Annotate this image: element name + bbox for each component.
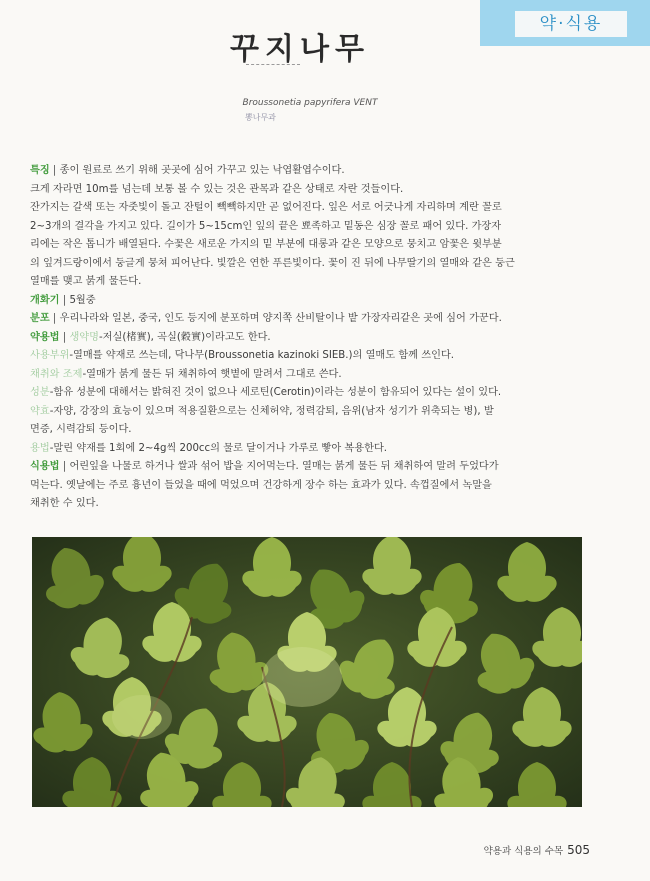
- text-line: 약용법 | 생약명-저실(楮實), 곡실(穀實)이라고도 한다.: [30, 331, 271, 343]
- text-line: 의 잎겨드랑이에서 둥글게 뭉쳐 피어난다. 빛깔은 연한 푸른빛이다. 꽃이 진 뒤에 나무딸기의 열매와 같은 둥근: [30, 257, 515, 269]
- text-line: 특징 | 종이 원료로 쓰기 위해 곳곳에 심어 가꾸고 있는 낙엽활엽수이다.: [30, 165, 345, 176]
- footer-book-title: 약용과 식용의 수목: [483, 846, 564, 857]
- section-label-medicinal: 약용법: [30, 331, 60, 343]
- text-line: 채취와 조제-열매가 붉게 물든 뒤 채취하여 햇볕에 말려서 그대로 쓴다.: [30, 368, 342, 380]
- leaf-photo-illustration: [32, 537, 582, 807]
- leaf-photo: [32, 537, 582, 807]
- section-label-features: 특징: [30, 165, 50, 176]
- text-line: 채취한 수 있다.: [30, 498, 99, 509]
- text-line: 크게 자라면 10m를 넘는데 보통 볼 수 있는 것은 관목과 같은 상태로 자란 것들이다.: [30, 183, 404, 195]
- page-title: 꾸지나무: [230, 32, 370, 67]
- section-label-edible: 식용법: [30, 461, 60, 472]
- text-line: 개화기 | 5월중: [30, 294, 96, 306]
- section-label-flowering: 개화기: [30, 294, 60, 306]
- text-line: 약효-자양, 강장의 효능이 있으며 적용질환으로는 신체허약, 정력감퇴, 음위(남자 성기가 위축되는 병), 발: [30, 405, 494, 417]
- scientific-name: Broussonetia papyrifera VENT: [242, 98, 378, 108]
- section-tab-label: 약·식용: [515, 11, 627, 37]
- text-line: 분포 | 우리나라와 일본, 중국, 인도 등지에 분포하며 양지쪽 산비탈이나 밭 가장자리같은 곳에 심어 가꾼다.: [30, 313, 502, 324]
- family-name: 뽕나무과: [245, 113, 276, 122]
- text-line: 잔가지는 갈색 또는 자줏빛이 돌고 잔털이 빽빽하지만 곧 없어진다. 잎은 서로 어긋나게 자리하며 계란 꼴로: [30, 202, 502, 213]
- text-line: 먹는다. 옛날에는 주로 흉년이 들었을 때에 먹었으며 건강하게 장수 하는 효과가 있다. 속껍질에서 녹말을: [30, 479, 492, 491]
- text-line: 사용부위-열매를 약재로 쓰는데, 닥나무(Broussonetia kazinoki SIEB.)의 열매도 함께 쓰인다.: [30, 350, 455, 361]
- page-footer: [470, 843, 590, 857]
- text-line: 면증, 시력감퇴 등이다.: [30, 424, 132, 435]
- text-line: 성분-함유 성분에 대해서는 밝혀진 것이 없으나 세로틴(Cerotin)이라는 성분이 함유되어 있다는 설이 있다.: [30, 387, 502, 398]
- text-line: 용법-말린 약재를 1회에 2~4g씩 200cc의 물로 달이거나 가루로 빻아 복용한다.: [30, 442, 388, 454]
- text-line: 2~3개의 결각을 가지고 있다. 길이가 5~15cm인 잎의 끝은 뾰족하고 밑동은 심장 꼴로 패어 있다. 가장자: [30, 220, 502, 232]
- text-line: 리에는 작은 톱니가 배열된다. 수꽃은 새로운 가지의 밑 부분에 대롱과 같은 모양으로 뭉치고 암꽃은 윗부분: [30, 239, 502, 250]
- title-divider: [246, 64, 300, 65]
- text-line: 식용법 | 어린잎을 나물로 하거나 쌀과 섞어 밥을 지어먹는다. 열매는 붉게 물든 뒤 채취하여 말려 두었다가: [30, 461, 499, 472]
- text-line: 열매를 맺고 붉게 물든다.: [30, 276, 142, 287]
- section-label-distribution: 분포: [30, 313, 50, 324]
- description-body: [30, 162, 592, 514]
- page-number: 505: [567, 843, 590, 857]
